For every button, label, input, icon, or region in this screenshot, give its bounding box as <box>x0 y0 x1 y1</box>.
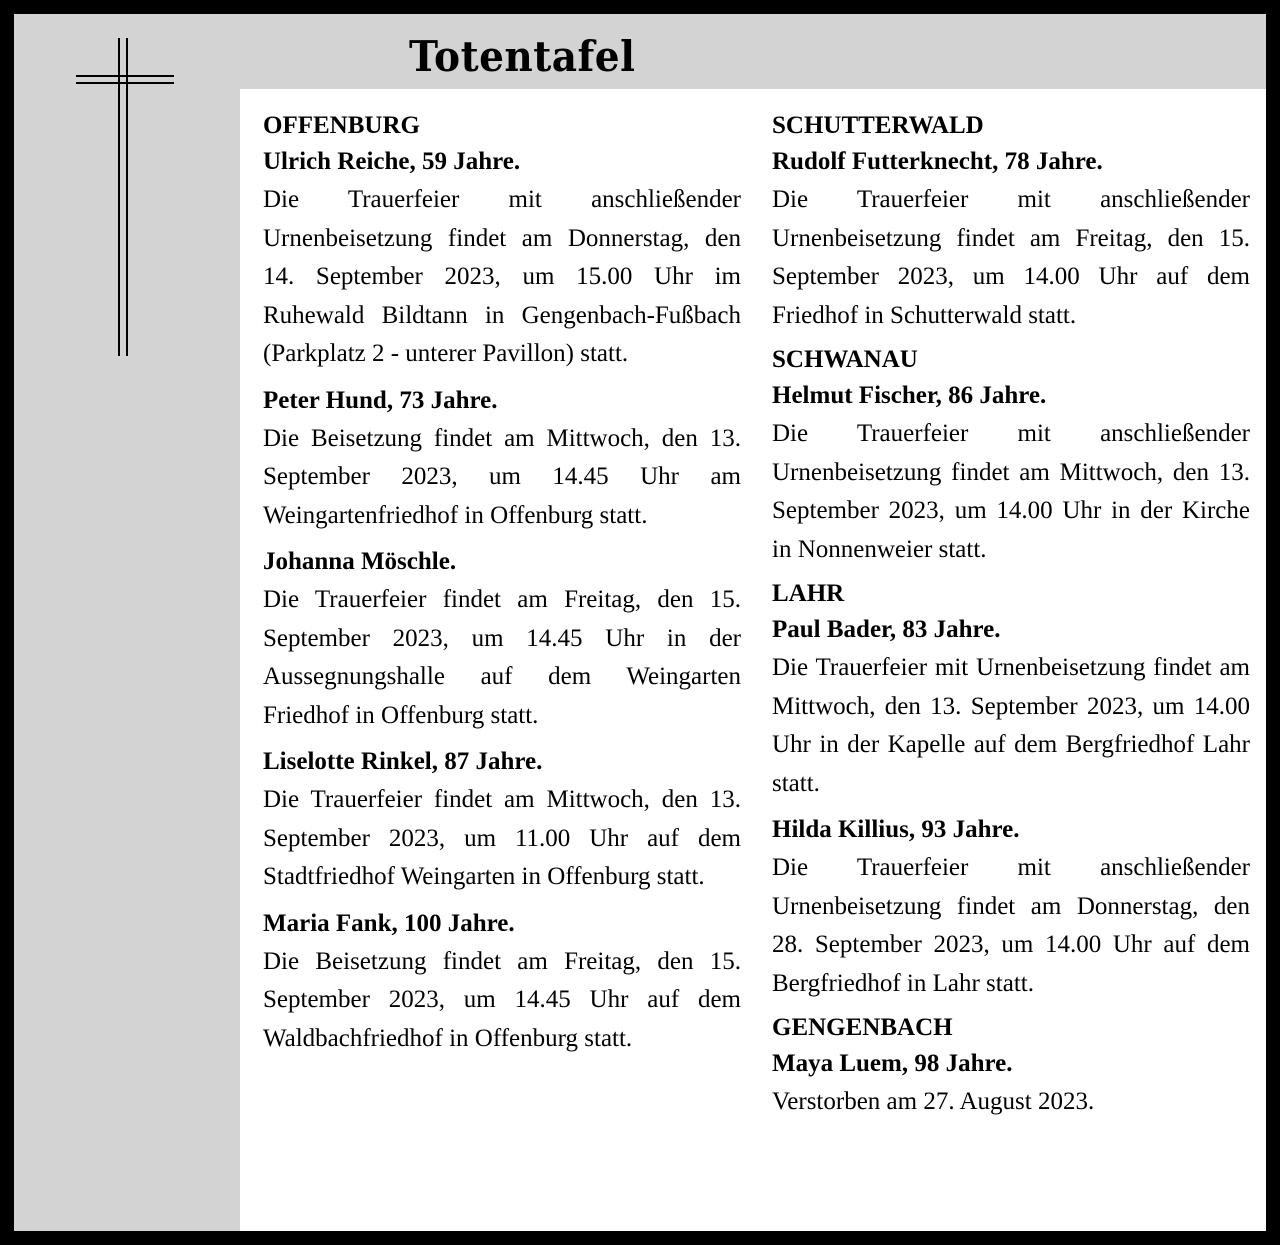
obituary-entry <box>772 611 1250 803</box>
city-section <box>772 343 1250 569</box>
deceased-name: Peter Hund, 73 Jahre. <box>263 386 498 414</box>
deceased-name: Rudolf Futterknecht, 78 Jahre. <box>772 148 1103 175</box>
cross-vertical-line <box>118 38 120 356</box>
deceased-name: Maya Luem, 98 Jahre. <box>772 1050 1013 1077</box>
cross-horizontal-line <box>76 82 174 84</box>
deceased-name: Johanna Möschle. <box>263 548 457 575</box>
ceremony-text: Die Trauerfeier mit Urnenbeisetzung findet am Mittwoch, den 13. September 2023, um 14.00 Uhr in der Kapelle auf dem Bergfriedhof Lahr statt. <box>772 654 1250 797</box>
deceased-name: Maria Fank, 100 Jahre. <box>263 909 515 937</box>
city-heading: SCHUTTERWALD <box>772 112 984 139</box>
obituary-entry <box>263 382 741 536</box>
cross-vertical-line <box>126 38 128 356</box>
city-section <box>263 109 741 1058</box>
ceremony-text: Die Trauerfeier mit anschließender Urnenbeisetzung findet am Freitag, den 15. September 2023, um 14.00 Uhr auf dem Friedhof in Schutterwald statt. <box>772 186 1250 329</box>
city-section <box>772 1011 1250 1122</box>
deceased-name: Helmut Fischer, 86 Jahre. <box>772 382 1047 409</box>
page-title: Totentafel <box>409 32 636 81</box>
obituary-entry <box>772 811 1250 1003</box>
left-column <box>263 109 741 1066</box>
obituary-entry <box>772 143 1250 335</box>
deceased-name: Ulrich Reiche, 59 Jahre. <box>263 148 521 175</box>
city-section <box>772 109 1250 335</box>
ceremony-text: Die Trauerfeier findet am Freitag, den 15. September 2023, um 14.45 Uhr in der Aussegnungshalle auf dem Weingarten Friedhof in Offenburg statt. <box>263 586 741 729</box>
city-heading: LAHR <box>772 580 845 607</box>
deceased-name: Hilda Killius, 93 Jahre. <box>772 816 1020 843</box>
right-column <box>772 109 1250 1130</box>
obituary-entry <box>772 1045 1250 1122</box>
deceased-name: Liselotte Rinkel, 87 Jahre. <box>263 748 543 775</box>
deceased-name: Paul Bader, 83 Jahre. <box>772 616 1001 643</box>
ceremony-text: Die Trauerfeier mit anschließender Urnenbeisetzung findet am Donnerstag, den 14. September 2023, um 15.00 Uhr im Ruhewald Bildtann in Gengenbach-Fußbach (Parkplatz 2 - unterer Pavillon) statt. <box>263 186 741 367</box>
ceremony-text: Die Trauerfeier mit anschließender Urnenbeisetzung findet am Donnerstag, den 28. September 2023, um 14.00 Uhr auf dem Bergfriedhof in Lahr statt. <box>772 854 1250 997</box>
cross-horizontal-line <box>76 75 174 77</box>
obituary-entry <box>263 905 741 1059</box>
ceremony-text: Die Beisetzung findet am Mittwoch, den 13. September 2023, um 14.45 Uhr am Weingartenfriedhof in Offenburg statt. <box>263 424 741 529</box>
obituary-entry <box>263 743 741 897</box>
city-heading: OFFENBURG <box>263 112 420 139</box>
obituary-panel <box>240 89 1266 1231</box>
city-heading: GENGENBACH <box>772 1014 953 1041</box>
obituary-entry <box>263 543 741 735</box>
ceremony-text: Die Trauerfeier mit anschließender Urnenbeisetzung findet am Mittwoch, den 13. September 2023, um 14.00 Uhr in der Kirche in Nonnenweier statt. <box>772 420 1250 563</box>
obituary-entry <box>772 377 1250 569</box>
city-heading: SCHWANAU <box>772 346 918 373</box>
obituary-frame <box>14 14 1266 1231</box>
city-section <box>772 577 1250 1003</box>
ceremony-text: Die Beisetzung findet am Freitag, den 15. September 2023, um 14.45 Uhr auf dem Waldbachfriedhof in Offenburg statt. <box>263 947 741 1052</box>
ceremony-text: Verstorben am 27. August 2023. <box>772 1088 1095 1115</box>
obituary-entry <box>263 143 741 374</box>
ceremony-text: Die Trauerfeier findet am Mittwoch, den 13. September 2023, um 11.00 Uhr auf dem Stadtfriedhof Weingarten in Offenburg statt. <box>263 786 741 890</box>
